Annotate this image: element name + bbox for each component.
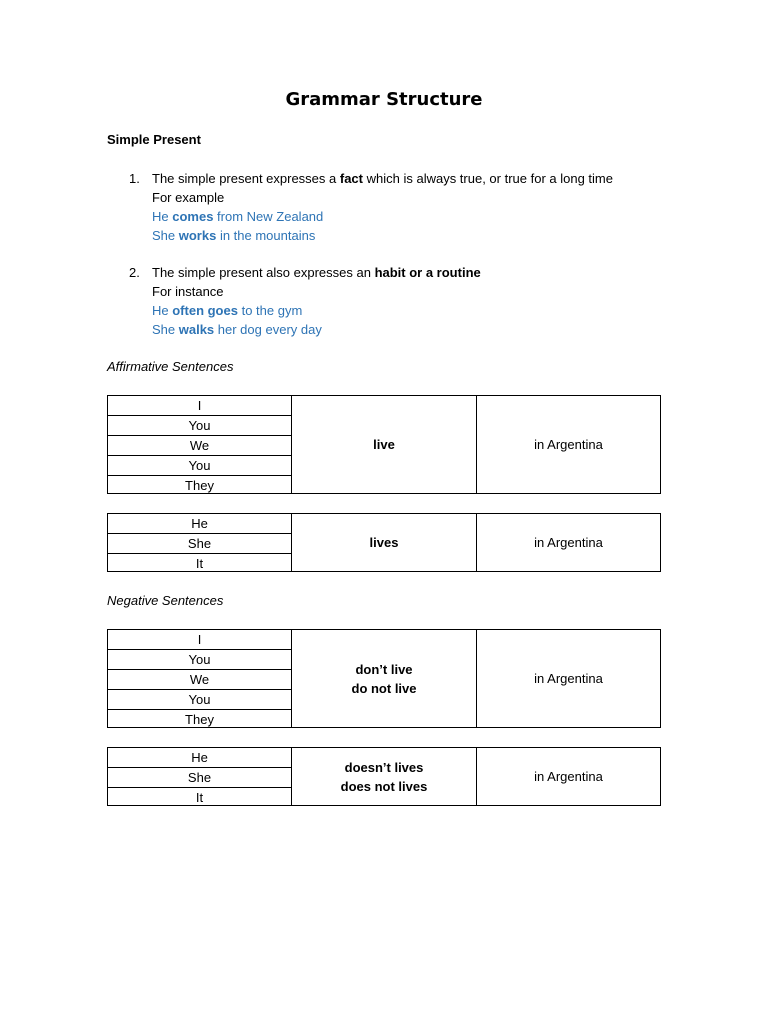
pronoun-column: [108, 396, 292, 493]
affirmative-heading: Affirmative Sentences: [107, 359, 234, 374]
negative-table-plural: [107, 629, 661, 728]
pronoun-cell: He: [108, 748, 291, 768]
rule-2-example-2: She walks her dog every day: [152, 322, 322, 337]
affirmative-table-singular: [107, 513, 661, 572]
place-cell: in Argentina: [534, 437, 603, 452]
page-title: Grammar Structure: [285, 89, 483, 110]
pronoun-cell: You: [108, 416, 291, 436]
pronoun-cell: You: [108, 456, 291, 476]
pronoun-column: [108, 514, 292, 571]
pronoun-column: [108, 630, 292, 727]
rule-2-number: 2.: [129, 265, 140, 280]
rule-1-example-2: She works in the mountains: [152, 228, 316, 243]
rule-2-lead: For instance: [152, 284, 224, 299]
pronoun-cell: We: [108, 436, 291, 456]
rule-1-number: 1.: [129, 171, 140, 186]
place-cell: in Argentina: [534, 671, 603, 686]
rule-1-example-1: He comes from New Zealand: [152, 209, 324, 224]
pronoun-cell: We: [108, 670, 291, 690]
place-cell: in Argentina: [534, 535, 603, 550]
verb-form: doesn’t lives: [344, 759, 424, 775]
verb-cell: [292, 748, 477, 805]
pronoun-cell: They: [185, 478, 214, 493]
pronoun-cell: You: [108, 690, 291, 710]
rule-2-example-1: He often goes to the gym: [152, 303, 303, 318]
verb-cell: [292, 396, 477, 493]
verb-form: don’t live: [355, 661, 413, 677]
verb-form: does not lives: [340, 778, 428, 794]
negative-heading: Negative Sentences: [107, 593, 224, 608]
place-cell: in Argentina: [534, 769, 603, 784]
pronoun-cell: He: [108, 514, 291, 534]
affirmative-table-plural: [107, 395, 661, 494]
pronoun-cell: You: [108, 650, 291, 670]
verb-form: do not live: [351, 680, 417, 696]
verb-form: live: [373, 437, 395, 452]
verb-cell: [292, 630, 477, 727]
pronoun-cell: It: [195, 790, 204, 805]
pronoun-cell: She: [108, 768, 291, 788]
pronoun-column: [108, 748, 292, 805]
pronoun-cell: She: [108, 534, 291, 554]
verb-form: lives: [369, 535, 399, 550]
rule-2-text: The simple present also expresses an habit or a routine: [152, 265, 481, 280]
rule-1-lead: For example: [152, 190, 225, 205]
pronoun-cell: It: [195, 556, 204, 571]
negative-table-singular: [107, 747, 661, 806]
pronoun-cell: I: [108, 396, 291, 416]
pronoun-cell: They: [185, 712, 214, 727]
verb-cell: [292, 514, 477, 571]
section-title: Simple Present: [107, 132, 201, 147]
pronoun-cell: I: [108, 630, 291, 650]
rule-1-text: The simple present expresses a fact which is always true, or true for a long time: [152, 171, 613, 186]
